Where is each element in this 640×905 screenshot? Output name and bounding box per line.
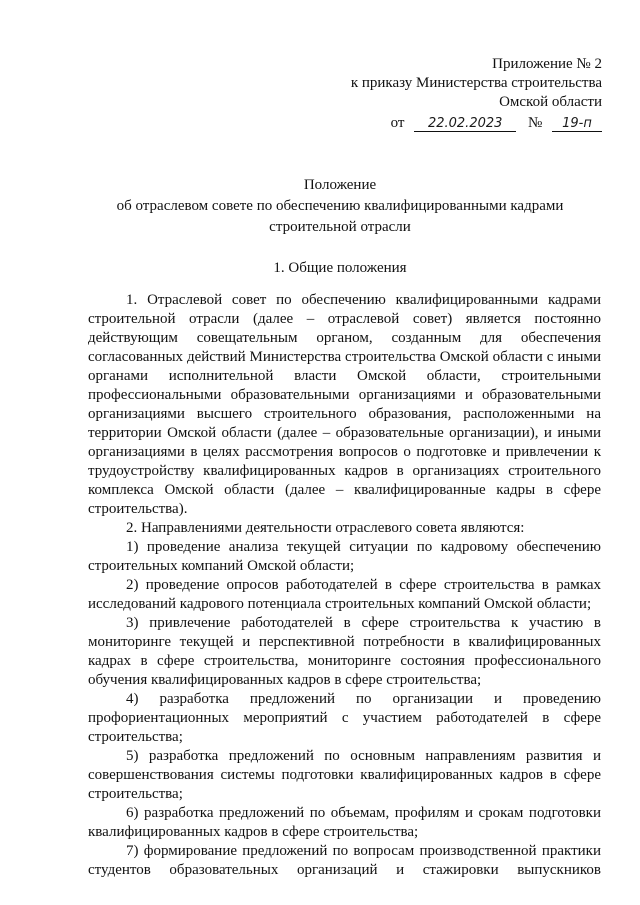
title-line-1: Положение — [303, 177, 377, 193]
number-label: № — [527, 115, 543, 131]
region-name: Омской области — [499, 94, 602, 110]
number-field — [552, 116, 602, 132]
list-item-2: 2) проведение опросов работодателей в сфере строительства в рамках исследований кадрового потенциала строительных компаний Омской области; — [88, 577, 601, 612]
list-item-1: 1) проведение анализа текущей ситуации по кадровому обеспечению строительных компаний Омской области; — [88, 539, 601, 574]
order-reference: к приказу Министерства строительства — [350, 75, 602, 91]
list-item-3: 3) привлечение работодателей в сфере строительства к участию в мониторинге текущей и перспективной потребности в квалифицированных кадрах в сфере строительства, мониторинге состояния профессионального обучения квалифицированных кадров в сфере строительства; — [88, 615, 601, 688]
appendix-header — [351, 55, 602, 133]
appendix-number: Приложение № 2 — [492, 56, 602, 72]
list-item-4: 4) разработка предложений по организации и проведению профориентационных мероприятий с участием работодателей в сфере строительства; — [88, 691, 601, 745]
paragraph-2: 2. Направлениями деятельности отраслевого совета являются: — [126, 520, 525, 536]
from-label: от — [390, 115, 405, 131]
document-title — [60, 175, 620, 238]
list-item-5: 5) разработка предложений по основным направлениям развития и совершенствования системы подготовки квалифицированных кадров в сфере строительства; — [88, 748, 601, 802]
title-line-2: об отраслевом совете по обеспечению квалифицированными кадрами — [116, 198, 564, 214]
list-item-6: 6) разработка предложений по объемам, профилям и срокам подготовки квалифицированных кадров в сфере строительства; — [88, 805, 601, 840]
date-field — [414, 116, 516, 132]
title-line-3: строительной отрасли — [269, 219, 411, 235]
document-body — [88, 291, 601, 880]
handwritten-date: 22.02.2023 — [427, 116, 503, 131]
order-date-number-line — [351, 114, 602, 133]
handwritten-number: 19-п — [562, 116, 592, 131]
list-item-7: 7) формирование предложений по вопросам производственной практики студентов образовательных организаций и стажировки выпускников — [88, 843, 601, 878]
section-heading: 1. Общие положения — [273, 260, 407, 276]
paragraph-1: 1. Отраслевой совет по обеспечению квалифицированными кадрами строительной отрасли (далее – отраслевой совет) является постоянно действующим совещательным органом, созданным для обеспечения согласованных действий Министерства строительства Омской области с иными органами исполнительной власти Омской области, строительными профессиональными образовательными организациями и образовательными организациями высшего строительного образования, расположенными на территории Омской области (далее – образовательные организации), и иными организациями в целях рассмотрения вопросов о подготовке и привлечении к трудоустройству квалифицированных кадров в организациях строительного комплекса Омской области (далее – квалифицированные кадры в сфере строительства). — [88, 292, 601, 517]
